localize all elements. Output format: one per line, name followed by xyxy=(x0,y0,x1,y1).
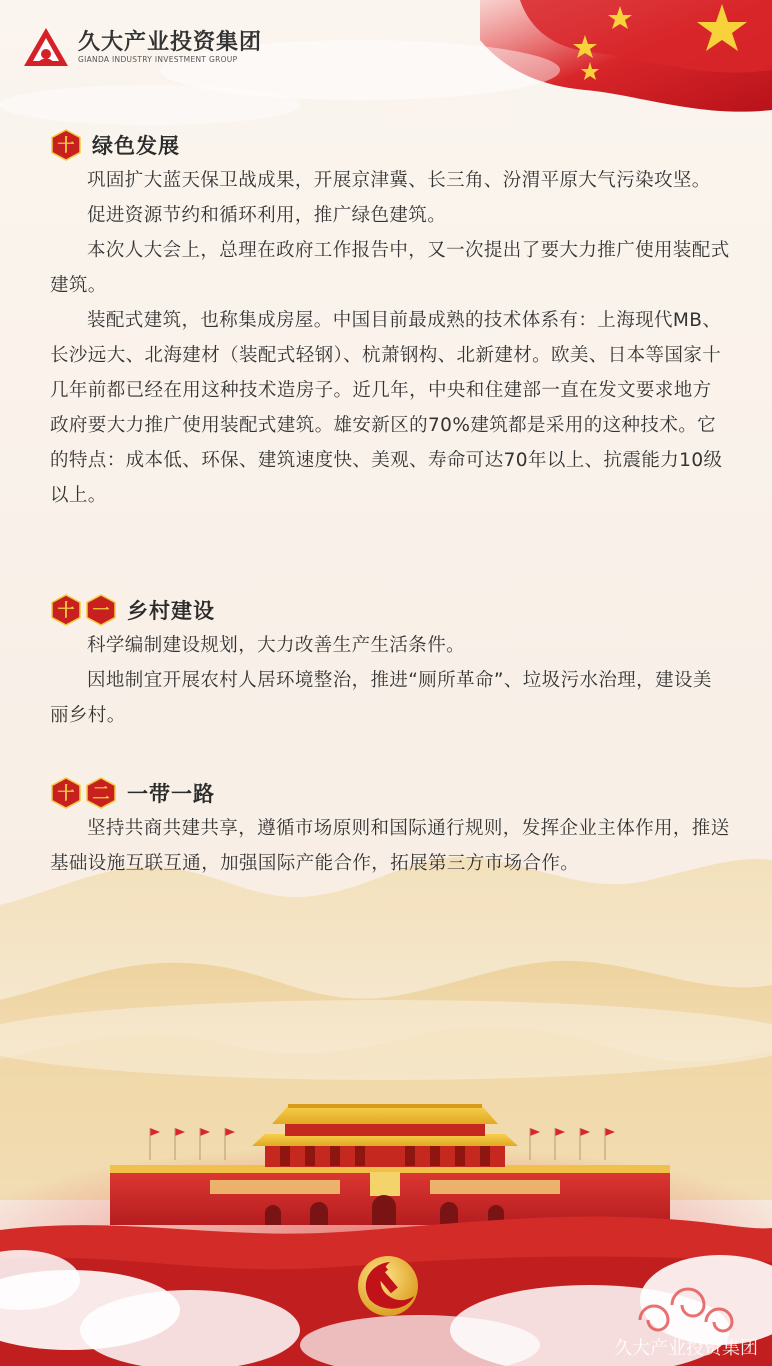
paragraph: 装配式建筑，也称集成房屋。中国目前最成熟的技术体系有：上海现代MB、长沙远大、北海建材（装配式轻钢）、杭萧钢构、北新建材。欧美、日本等国家十几年前都已经在用这种技术造房子。近几年，中央和住建部一直在发文要求地方政府要大力推广使用装配式建筑。雄安新区的70%建筑都是采用的这种技术。它的特点：成本低、环保、建筑速度快、美观、寿命可达70年以上、抗震能力10级以上。 xyxy=(50,310,723,506)
watermark: 久大产业投资集团 xyxy=(614,1338,758,1359)
section-title: 绿色发展 xyxy=(92,134,180,158)
section-title: 一带一路 xyxy=(127,782,215,806)
section-green-development xyxy=(50,127,730,513)
paragraph: 因地制宜开展农村人居环境整治，推进“厕所革命”、垃圾污水治理，建设美丽乡村。 xyxy=(50,670,712,726)
number-badge xyxy=(50,777,82,809)
section-title: 乡村建设 xyxy=(127,599,215,623)
paragraph: 巩固扩大蓝天保卫战成果，开展京津冀、长三角、汾渭平原大气污染攻坚。 xyxy=(87,170,711,191)
company-name-cn: 久大产业投资集团 xyxy=(78,30,263,55)
paragraph: 坚持共商共建共享，遵循市场原则和国际通行规则，发挥企业主体作用，推送基础设施互联互通，加强国际产能合作，拓展第三方市场合作。 xyxy=(50,818,730,874)
paragraph: 本次人大会上，总理在政府工作报告中，又一次提出了要大力推广使用装配式建筑。 xyxy=(50,240,730,296)
company-logo-icon xyxy=(22,26,70,70)
svg-text:十: 十 xyxy=(57,136,75,156)
hammer-sickle-icon xyxy=(358,1256,418,1316)
number-badge xyxy=(85,777,117,809)
company-logo xyxy=(22,26,262,70)
section-rural-construction xyxy=(50,592,730,733)
number-badge xyxy=(50,129,82,161)
svg-text:二: 二 xyxy=(92,784,110,804)
paragraph: 科学编制建设规划，大力改善生产生活条件。 xyxy=(87,635,466,656)
svg-text:十: 十 xyxy=(57,601,75,621)
svg-text:一: 一 xyxy=(92,601,110,621)
section-belt-and-road xyxy=(50,775,730,881)
company-name-en: GIANDA INDUSTRY INVESTMENT GROUP xyxy=(78,55,238,64)
number-badge xyxy=(85,594,117,626)
number-badge xyxy=(50,594,82,626)
paragraph: 促进资源节约和循环利用，推广绿色建筑。 xyxy=(87,205,447,226)
svg-text:十: 十 xyxy=(57,784,75,804)
